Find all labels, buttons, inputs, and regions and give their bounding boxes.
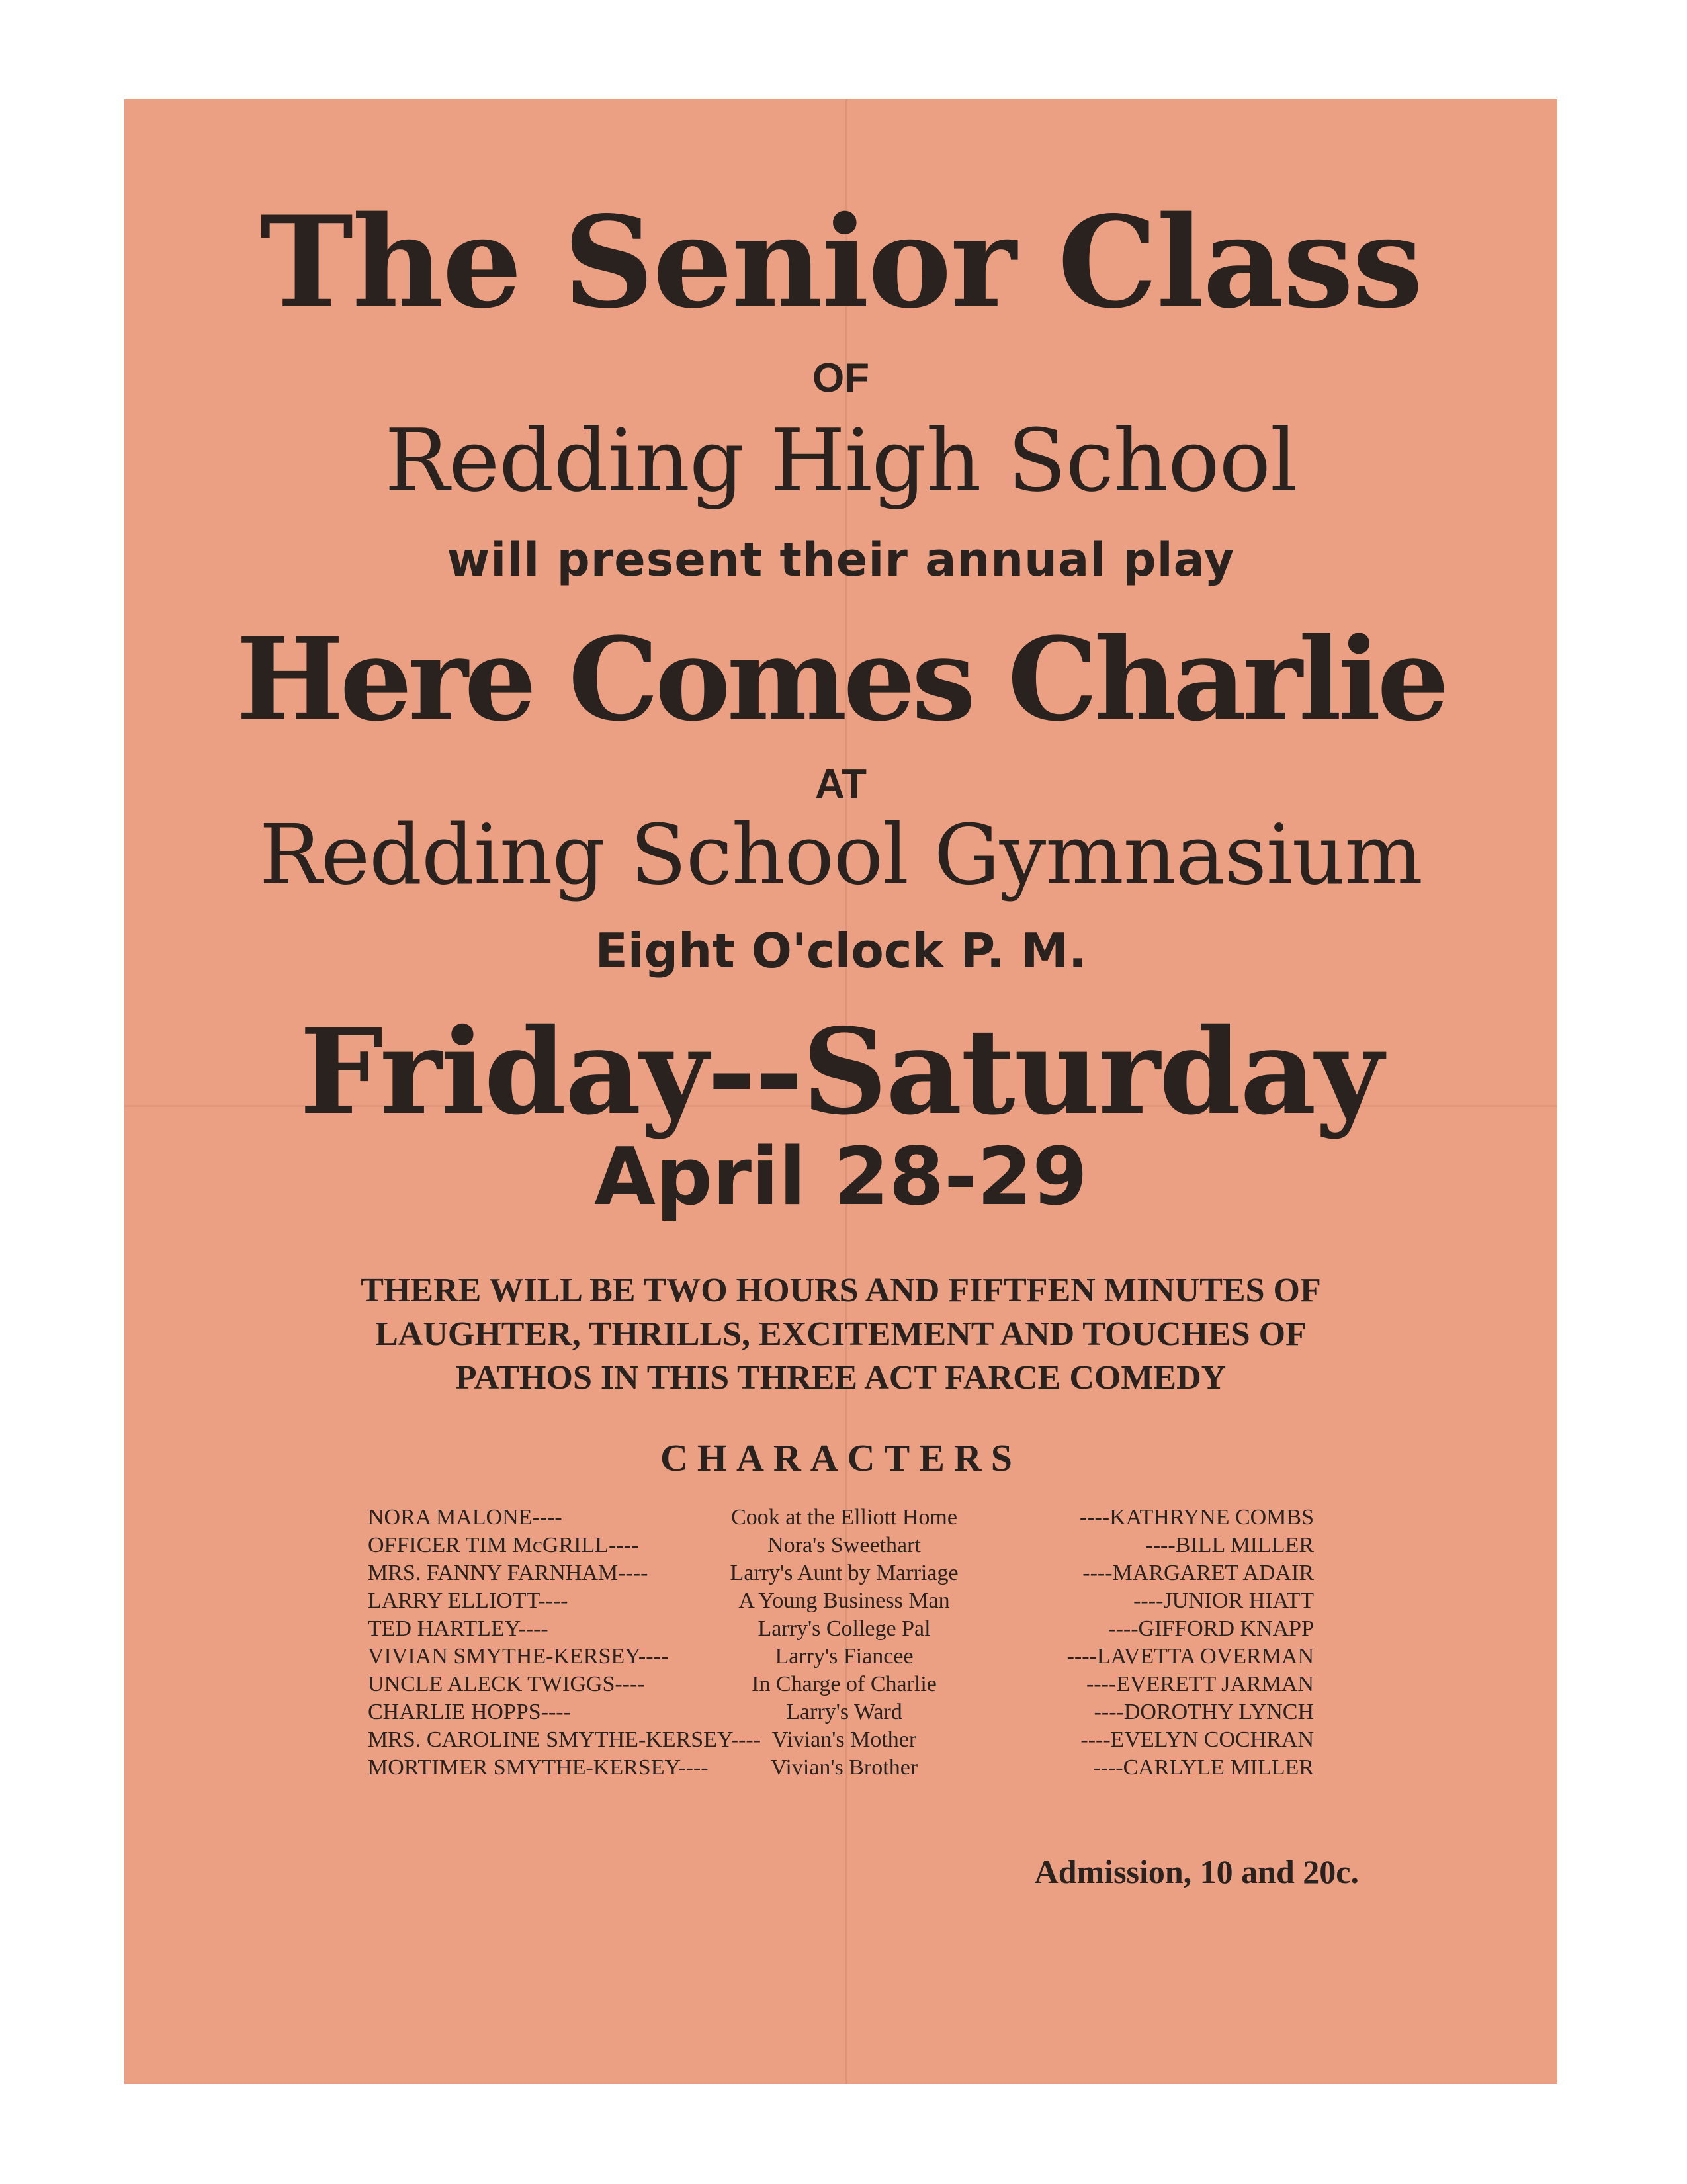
cast-description: Larry's Fiancee [775,1644,914,1669]
show-time: Eight O'clock P. M. [595,923,1087,979]
cast-actor: ----JUNIOR HIATT [1133,1589,1314,1613]
cast-description: Vivian's Brother [770,1755,918,1780]
cast-character: MRS. FANNY FARNHAM---- [368,1561,648,1585]
cast-row [368,1561,1314,1589]
cast-character: NORA MALONE---- [368,1505,562,1530]
cast-row [368,1616,1314,1644]
cast-description: Cook at the Elliott Home [731,1505,957,1530]
cast-row [368,1589,1314,1616]
cast-character: VIVIAN SMYTHE-KERSEY---- [368,1644,669,1669]
poster [124,99,1557,2084]
cast-list [368,1505,1314,1783]
cast-character: CHARLIE HOPPS---- [368,1700,571,1724]
cast-row [368,1672,1314,1700]
cast-character: TED HARTLEY---- [368,1616,548,1641]
cast-description: Larry's Aunt by Marriage [730,1561,959,1585]
cast-actor: ----DOROTHY LYNCH [1094,1700,1314,1724]
characters-heading: CHARACTERS [660,1436,1022,1479]
show-days: Friday--Saturday [299,1002,1383,1141]
cast-actor: ----EVERETT JARMAN [1086,1672,1314,1696]
cast-row [368,1727,1314,1755]
headline-of: OF [812,355,870,401]
cast-character: MRS. CAROLINE SMYTHE-KERSEY---- [368,1727,761,1752]
cast-description: A Young Business Man [738,1589,950,1613]
show-date: April 28-29 [594,1131,1088,1223]
cast-actor: ----KATHRYNE COMBS [1079,1505,1314,1530]
admission-price: Admission, 10 and 20c. [1034,1853,1359,1890]
cast-character: UNCLE ALECK TWIGGS---- [368,1672,645,1696]
headline-senior-class: The Senior Class [259,189,1422,336]
venue-name: Redding School Gymnasium [259,807,1422,903]
cast-description: Nora's Sweethart [767,1533,921,1557]
cast-description: In Charge of Charlie [752,1672,937,1696]
cast-description: Larry's College Pal [757,1616,931,1641]
cast-description: Larry's Ward [786,1700,902,1724]
cast-actor: ----LAVETTA OVERMAN [1066,1644,1314,1669]
cast-character: LARRY ELLIOTT---- [368,1589,568,1613]
blurb-line: LAUGHTER, THRILLS, EXCITEMENT AND TOUCHES OF [375,1315,1307,1353]
cast-row [368,1755,1314,1783]
cast-description: Vivian's Mother [771,1727,917,1752]
cast-actor: ----CARLYLE MILLER [1093,1755,1314,1780]
cast-actor: ----BILL MILLER [1145,1533,1314,1557]
at-line: AT [814,762,867,807]
presents-line: will present their annual play [447,533,1235,587]
cast-actor: ----MARGARET ADAIR [1082,1561,1314,1585]
cast-actor: ----GIFFORD KNAPP [1108,1616,1314,1641]
cast-row [368,1533,1314,1561]
description-blurb [224,1269,1458,1400]
play-title: Here Comes Charlie [236,612,1446,746]
cast-actor: ----EVELYN COCHRAN [1080,1727,1314,1752]
blurb-line: THERE WILL BE TWO HOURS AND FIFTFEN MINUTES OF [361,1272,1321,1309]
cast-character: MORTIMER SMYTHE-KERSEY---- [368,1755,709,1780]
blurb-line: PATHOS IN THIS THREE ACT FARCE COMEDY [455,1359,1227,1397]
cast-row [368,1700,1314,1727]
cast-row [368,1644,1314,1672]
cast-row [368,1505,1314,1533]
cast-character: OFFICER TIM McGRILL---- [368,1533,639,1557]
school-name: Redding High School [384,410,1297,511]
